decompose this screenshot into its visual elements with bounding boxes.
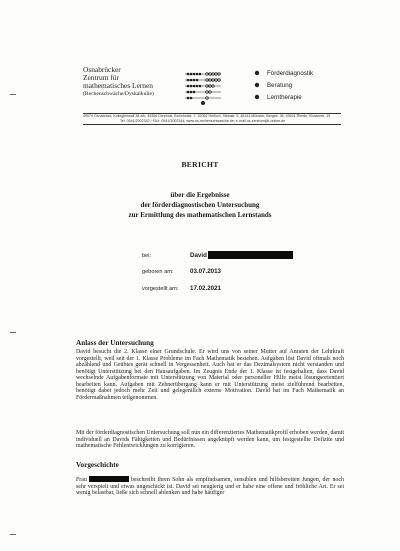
service-item: Lerntherapie: [253, 92, 343, 104]
punch-mark: [10, 94, 16, 95]
report-subtitle-1: über die Ergebnisse: [170, 191, 230, 199]
bullet-icon: [255, 83, 259, 87]
paragraph-anlass-2: Mit der förderdiagnostischen Untersuchung soll nun ein differenziertes Mathematikprofil erhoben werden, damit individuell an Davids Fähigkeiten und Bedürfnissen angeknüpft werden kann, um festgestellte Defizite und mathematische Fehlentwicklungen zu korrigieren.: [76, 430, 344, 450]
report-subtitle-2: der förderdiagnostischen Untersuchung: [140, 201, 260, 209]
org-line-4: (Rechenschwäche/Dyskalkulie): [83, 90, 154, 97]
punch-mark: [10, 332, 16, 333]
report-title: BERICHT: [181, 160, 219, 169]
label-presented: vorgestellt am:: [142, 286, 179, 292]
paragraph-vorgeschichte: [76, 476, 344, 497]
abacus-logo-icon: [183, 70, 223, 106]
presented-date: 17.02.2021: [190, 285, 221, 292]
redaction-bar: [89, 476, 129, 482]
contact-line: Tel. 0541/2002342 / FAX: 0541/2002344; www.os-rechenschwaeche.de; e-mail os-zentrum@t-online.de: [120, 119, 286, 123]
birth-date: 03.07.2013: [190, 268, 221, 275]
org-line-2: Zentrum für: [83, 73, 119, 83]
paragraph-start: Frau: [76, 477, 87, 483]
address-line: 49074 Osnabrück, Kollegienwall 38 a/b, 49356 Diepholz, Bahnhofstr. 7, 32052 Herford, Steinstr. 5, 48143 Münster, Bergstr. 36, 49401 Rhede, Klosterstr. 19: [83, 114, 331, 118]
report-subtitle-3: zur Ermittlung des mathematischen Lernstands: [128, 211, 272, 219]
paragraph-anlass-1: David besucht die 2. Klasse einer Grundschule. Er wird uns von seiner Mutter auf Anraten der Lehrkraft vorgestellt, weil seit der 1. Klasse Probleme im Fach Mathematik bestehen. Aufgaben löst David oftmals noch abzählend und Geübtes gerät schnell in Vergessenheit. Auch hat er das Dezimalsystem nicht verstanden und benötigt Unterstützung bei den Hausaufgaben. Im Zeugnis Ende der 1. Klasse ist festgehalten, dass David wechselnde Aufgabenformate mit Unterstützung von Material oder personeller Hilfe meist lösungsorientiert bearbeiten kann. Aufgaben mit Zehnerübergang kann er mit Unterstützung meist zielführend bearbeiten, benötigt dabei jedoch mehr Zeit und gelegentlich externe Motivation. David hat im Fach Mathematik an Fördermaßnahmen teilgenommen.: [76, 349, 344, 401]
services-list: [253, 68, 343, 104]
paragraph-rest: beschreibt ihren Sohn als empfindsamen, sensiblen und hilfsbereiten Jungen, der noch sehr verspielt und etwas ungeschickt ist. David sei neugierig und er habe eine offene und fröhliche Art. Er sei wenig belastbar, ließe sich schnell ablenken und habe häufiger: [76, 477, 344, 497]
org-line-1: Osnabrücker: [83, 65, 121, 74]
patient-name: David: [190, 252, 207, 259]
section-heading-anlass: Anlass der Untersuchung: [76, 339, 154, 347]
service-item: Förderdiagnostik: [253, 68, 343, 80]
letterhead-rule-bottom: [83, 124, 341, 125]
letterhead-org-name: [83, 66, 178, 98]
label-bei: bei:: [142, 253, 152, 259]
label-born: geboren am:: [142, 269, 174, 275]
org-line-3: mathematisches Lernen: [83, 81, 153, 91]
service-item: Beratung: [253, 80, 343, 92]
letterhead: [83, 66, 341, 112]
punch-mark: [10, 534, 16, 535]
bullet-icon: [255, 95, 259, 99]
section-heading-vorgeschichte: Vorgeschichte: [76, 461, 119, 469]
redaction-bar: [208, 251, 293, 259]
bullet-icon: [255, 71, 259, 75]
